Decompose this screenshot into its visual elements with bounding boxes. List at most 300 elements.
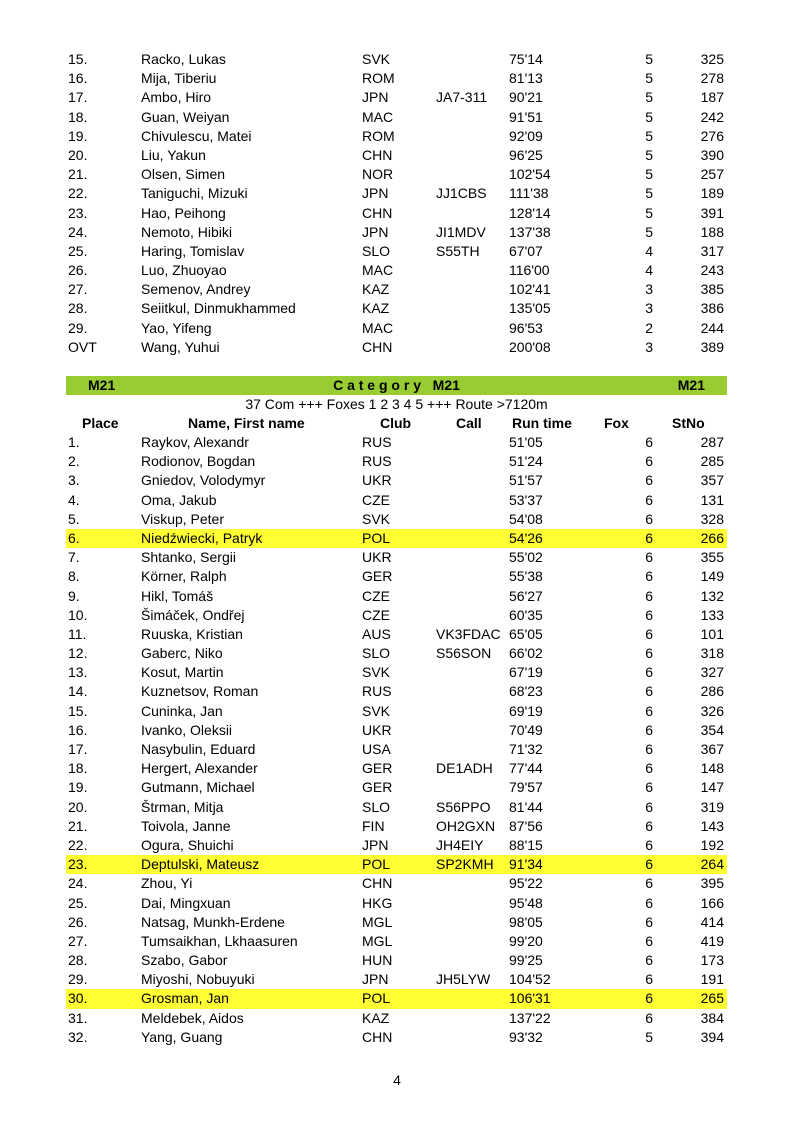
cell-run-time: 60'35 — [509, 606, 543, 623]
table-row — [66, 242, 727, 261]
table-row — [66, 567, 727, 586]
cell-fox: 6 — [645, 875, 653, 892]
cell-stno: 187 — [700, 89, 724, 106]
table-row — [66, 204, 727, 223]
cell-club: UKR — [362, 472, 392, 489]
cell-club: SLO — [362, 645, 391, 662]
cell-fox: 6 — [645, 913, 653, 930]
cell-stno: 101 — [700, 625, 724, 642]
cell-fox: 5 — [645, 204, 653, 221]
cell-club: MGL — [362, 932, 393, 949]
cell-name: Natsag, Munkh-Erdene — [141, 913, 285, 930]
cell-name: Miyoshi, Nobuyuki — [141, 971, 255, 988]
table-row — [66, 146, 727, 165]
cell-name: Nasybulin, Eduard — [141, 741, 256, 757]
table-row — [66, 682, 727, 701]
cell-run-time: 54'08 — [509, 510, 543, 527]
table-row — [66, 433, 727, 452]
cell-stno: 192 — [700, 836, 724, 853]
table-row — [66, 50, 727, 69]
cell-name: Liu, Yakun — [141, 146, 206, 163]
cell-place: 30. — [68, 990, 88, 1007]
cell-run-time: 96'53 — [509, 319, 543, 336]
cell-place: 26. — [68, 913, 88, 930]
cell-place: 21. — [68, 166, 88, 183]
cell-run-time: 99'20 — [509, 932, 543, 949]
cell-run-time: 66'02 — [509, 645, 543, 662]
cell-place: OVT — [68, 338, 97, 355]
cell-stno: 414 — [700, 913, 724, 930]
cell-club: SLO — [362, 242, 391, 259]
cell-club: AUS — [362, 625, 391, 642]
cell-name: Guan, Weiyan — [141, 108, 230, 125]
results-table-top — [66, 50, 727, 357]
table-row — [66, 88, 727, 107]
cell-place: 11. — [68, 625, 87, 642]
cell-stno: 327 — [700, 664, 724, 681]
cell-stno: 355 — [700, 549, 724, 566]
header-fox: Fox — [604, 415, 629, 431]
cell-name: Mija, Tiberiu — [141, 70, 217, 87]
cell-stno: 132 — [700, 587, 724, 604]
cell-fox: 5 — [645, 127, 653, 144]
header-place: Place — [82, 415, 119, 431]
cell-club: SVK — [362, 702, 391, 719]
cell-club: POL — [362, 990, 391, 1007]
cell-fox: 6 — [645, 741, 653, 757]
cell-run-time: 111'38 — [509, 185, 549, 202]
cell-stno: 244 — [700, 319, 724, 336]
page-number: 4 — [393, 1072, 401, 1088]
cell-name: Luo, Zhuoyao — [141, 262, 227, 279]
cell-place: 18. — [68, 760, 88, 777]
cell-run-time: 69'19 — [509, 702, 543, 719]
table-row — [66, 894, 727, 913]
table-row — [66, 548, 727, 567]
cell-place: 24. — [68, 223, 88, 240]
cell-place: 32. — [68, 1028, 88, 1045]
cell-club: RUS — [362, 683, 392, 700]
cell-place: 29. — [68, 971, 88, 988]
cell-stno: 188 — [700, 223, 724, 240]
cell-place: 15. — [68, 702, 88, 719]
cell-run-time: 65'05 — [509, 625, 543, 642]
cell-run-time: 77'44 — [509, 760, 543, 777]
table-row — [66, 452, 727, 471]
cell-name: Semenov, Andrey — [141, 281, 251, 298]
table-row — [66, 989, 727, 1008]
table-row — [66, 874, 727, 893]
table-row — [66, 165, 727, 184]
cell-name: Raykov, Alexandr — [141, 434, 249, 450]
table-row — [66, 625, 727, 644]
cell-place: 19. — [68, 779, 88, 796]
cell-run-time: 79'57 — [509, 779, 543, 796]
cell-fox: 5 — [645, 185, 653, 202]
cell-place: 26. — [68, 262, 88, 279]
cell-name: Ambo, Hiro — [141, 89, 212, 106]
results-table-m21 — [66, 433, 727, 1047]
cell-place: 12. — [68, 645, 88, 662]
cell-club: MAC — [362, 108, 394, 125]
cell-run-time: 93'32 — [509, 1028, 543, 1045]
cell-fox: 5 — [645, 223, 653, 240]
cell-name: Kuznetsov, Roman — [141, 683, 259, 700]
cell-run-time: 55'38 — [509, 568, 543, 585]
column-headers — [66, 414, 727, 433]
cell-fox: 6 — [645, 760, 653, 777]
cell-place: 15. — [68, 51, 88, 67]
cell-run-time: 81'44 — [509, 798, 543, 815]
cell-place: 5. — [68, 510, 80, 527]
cell-run-time: 116'00 — [509, 262, 550, 279]
cell-name: Grosman, Jan — [141, 990, 229, 1007]
cell-club: JPN — [362, 185, 389, 202]
cell-name: Haring, Tomislav — [141, 242, 245, 259]
cell-run-time: 102'54 — [509, 166, 551, 183]
cell-name: Shtanko, Sergii — [141, 549, 236, 566]
cell-stno: 264 — [700, 856, 724, 873]
cell-run-time: 200'08 — [509, 338, 551, 355]
cell-place: 13. — [68, 664, 88, 681]
cell-run-time: 95'22 — [509, 875, 543, 892]
cell-fox: 6 — [645, 1009, 653, 1026]
cell-place: 28. — [68, 300, 88, 317]
table-row — [66, 606, 727, 625]
cell-run-time: 91'34 — [509, 856, 543, 873]
cell-club: JPN — [362, 836, 389, 853]
cell-place: 18. — [68, 108, 88, 125]
results-sheet — [66, 50, 727, 1047]
cell-place: 22. — [68, 836, 88, 853]
cell-stno: 131 — [700, 491, 724, 508]
cell-run-time: 51'24 — [509, 453, 543, 470]
cell-club: ROM — [362, 70, 395, 87]
cell-fox: 6 — [645, 702, 653, 719]
cell-name: Taniguchi, Mizuki — [141, 185, 248, 202]
cell-fox: 3 — [645, 300, 653, 317]
cell-club: FIN — [362, 817, 385, 834]
cell-club: GER — [362, 779, 393, 796]
cell-club: POL — [362, 856, 391, 873]
cell-call: JI1MDV — [436, 223, 486, 240]
cell-stno: 189 — [700, 185, 724, 202]
cell-place: 31. — [68, 1009, 88, 1026]
cell-place: 29. — [68, 319, 88, 336]
section-gap — [66, 357, 727, 376]
cell-stno: 357 — [700, 472, 724, 489]
cell-stno: 367 — [700, 741, 724, 757]
cell-call: JA7-311 — [436, 89, 488, 106]
cell-stno: 386 — [700, 300, 724, 317]
cell-club: SVK — [362, 664, 391, 681]
cell-place: 25. — [68, 894, 88, 911]
cell-name: Wang, Yuhui — [141, 338, 220, 355]
header-call: Call — [456, 415, 482, 431]
cell-call: JJ1CBS — [436, 185, 487, 202]
cell-club: JPN — [362, 89, 389, 106]
cell-club: UKR — [362, 549, 392, 566]
cell-place: 3. — [68, 472, 80, 489]
category-title: C a t e g o r y M21 — [333, 377, 460, 393]
cell-club: MAC — [362, 262, 394, 279]
cell-club: ROM — [362, 127, 395, 144]
cell-call: S56SON — [436, 645, 492, 662]
cell-run-time: 128'14 — [509, 204, 551, 221]
cell-name: Racko, Lukas — [141, 51, 226, 67]
table-row — [66, 471, 727, 490]
table-row — [66, 644, 727, 663]
cell-call: JH4EIY — [436, 836, 484, 853]
cell-fox: 6 — [645, 453, 653, 470]
cell-run-time: 51'57 — [509, 472, 543, 489]
cell-stno: 242 — [700, 108, 724, 125]
cell-run-time: 81'13 — [509, 70, 543, 87]
cell-place: 2. — [68, 453, 80, 470]
cell-stno: 243 — [700, 262, 724, 279]
cell-run-time: 87'56 — [509, 817, 543, 834]
cell-run-time: 135'05 — [509, 300, 551, 317]
cell-call: SP2KMH — [436, 856, 494, 873]
cell-stno: 385 — [700, 281, 724, 298]
cell-fox: 5 — [645, 51, 653, 67]
cell-stno: 319 — [700, 798, 724, 815]
cell-stno: 328 — [700, 510, 724, 527]
cell-place: 23. — [68, 856, 88, 873]
cell-fox: 5 — [645, 1028, 653, 1045]
cell-fox: 2 — [645, 319, 653, 336]
table-row — [66, 127, 727, 146]
cell-stno: 265 — [700, 990, 724, 1007]
cell-place: 4. — [68, 491, 80, 508]
table-row — [66, 836, 727, 855]
cell-name: Hergert, Alexander — [141, 760, 258, 777]
cell-place: 16. — [68, 721, 88, 738]
cell-name: Šimáček, Ondřej — [141, 606, 245, 623]
cell-name: Körner, Ralph — [141, 568, 227, 585]
cell-stno: 389 — [700, 338, 724, 355]
cell-club: GER — [362, 568, 393, 585]
cell-fox: 6 — [645, 529, 653, 546]
cell-stno: 166 — [700, 894, 724, 911]
cell-fox: 4 — [645, 242, 653, 259]
table-row — [66, 817, 727, 836]
cell-fox: 5 — [645, 146, 653, 163]
table-row — [66, 702, 727, 721]
cell-name: Yang, Guang — [141, 1028, 223, 1045]
cell-fox: 6 — [645, 932, 653, 949]
cell-run-time: 106'31 — [509, 990, 551, 1007]
cell-name: Gaberc, Niko — [141, 645, 223, 662]
cell-fox: 6 — [645, 894, 653, 911]
cell-stno: 390 — [700, 146, 724, 163]
cell-run-time: 67'07 — [509, 242, 543, 259]
cell-fox: 6 — [645, 568, 653, 585]
cell-fox: 6 — [645, 952, 653, 969]
cell-club: HKG — [362, 894, 393, 911]
cell-run-time: 67'19 — [509, 664, 543, 681]
table-row — [66, 759, 727, 778]
cell-call: VK3FDAC — [436, 625, 501, 642]
cell-run-time: 54'26 — [509, 529, 543, 546]
cell-stno: 384 — [700, 1009, 724, 1026]
table-row — [66, 510, 727, 529]
table-row — [66, 1009, 727, 1028]
category-code-left: M21 — [88, 377, 116, 393]
cell-club: CHN — [362, 338, 393, 355]
cell-run-time: 90'21 — [509, 89, 543, 106]
cell-name: Deptulski, Mateusz — [141, 856, 260, 873]
cell-place: 9. — [68, 587, 80, 604]
cell-club: SVK — [362, 51, 391, 67]
cell-run-time: 88'15 — [509, 836, 543, 853]
cell-club: NOR — [362, 166, 394, 183]
table-row — [66, 261, 727, 280]
cell-place: 14. — [68, 683, 88, 700]
cell-club: RUS — [362, 453, 392, 470]
table-row — [66, 778, 727, 797]
cell-place: 27. — [68, 281, 88, 298]
cell-run-time: 91'51 — [509, 108, 543, 125]
cell-fox: 6 — [645, 587, 653, 604]
cell-name: Hikl, Tomáš — [141, 587, 214, 604]
cell-fox: 6 — [645, 549, 653, 566]
cell-fox: 6 — [645, 971, 653, 988]
cell-run-time: 51'05 — [509, 434, 543, 450]
table-row — [66, 529, 727, 548]
cell-stno: 133 — [700, 606, 724, 623]
table-row — [66, 721, 727, 740]
cell-stno: 395 — [700, 875, 724, 892]
cell-club: SLO — [362, 798, 391, 815]
table-row — [66, 913, 727, 932]
cell-club: POL — [362, 529, 391, 546]
cell-name: Rodionov, Bogdan — [141, 453, 256, 470]
cell-run-time: 71'32 — [509, 741, 543, 757]
cell-place: 22. — [68, 185, 88, 202]
cell-call: DE1ADH — [436, 760, 493, 777]
cell-stno: 149 — [700, 568, 724, 585]
cell-name: Viskup, Peter — [141, 510, 225, 527]
cell-name: Toivola, Janne — [141, 817, 231, 834]
table-row — [66, 798, 727, 817]
cell-fox: 6 — [645, 606, 653, 623]
cell-run-time: 53'37 — [509, 491, 543, 508]
cell-club: SVK — [362, 510, 391, 527]
cell-club: CZE — [362, 491, 390, 508]
cell-run-time: 98'05 — [509, 913, 543, 930]
cell-place: 1. — [68, 434, 80, 450]
cell-stno: 318 — [700, 645, 724, 662]
cell-club: JPN — [362, 971, 389, 988]
cell-call: S55TH — [436, 242, 480, 259]
category-code-right: M21 — [677, 377, 705, 393]
table-row — [66, 280, 727, 299]
cell-place: 17. — [68, 89, 88, 106]
cell-place: 23. — [68, 204, 88, 221]
cell-name: Tumsaikhan, Lkhaasuren — [141, 932, 298, 949]
header-stno: StNo — [672, 415, 705, 431]
cell-fox: 4 — [645, 262, 653, 279]
cell-place: 10. — [68, 606, 88, 623]
cell-name: Ruuska, Kristian — [141, 625, 243, 642]
course-info: 37 Com +++ Foxes 1 2 3 4 5 +++ Route >7120m — [245, 396, 548, 412]
table-row — [66, 223, 727, 242]
cell-name: Olsen, Simen — [141, 166, 226, 183]
cell-fox: 6 — [645, 510, 653, 527]
cell-name: Szabo, Gabor — [141, 952, 228, 969]
cell-place: 27. — [68, 932, 88, 949]
cell-name: Gniedov, Volodymyr — [141, 472, 266, 489]
cell-stno: 317 — [700, 242, 724, 259]
cell-name: Ivanko, Oleksii — [141, 721, 233, 738]
cell-fox: 6 — [645, 990, 653, 1007]
table-row — [66, 319, 727, 338]
table-row — [66, 970, 727, 989]
cell-fox: 5 — [645, 108, 653, 125]
cell-club: KAZ — [362, 1009, 390, 1026]
cell-name: Štrman, Mitja — [141, 798, 224, 815]
cell-run-time: 92'09 — [509, 127, 543, 144]
table-row — [66, 932, 727, 951]
cell-stno: 354 — [700, 721, 724, 738]
cell-stno: 394 — [700, 1028, 724, 1045]
cell-club: CZE — [362, 606, 390, 623]
cell-stno: 419 — [700, 932, 724, 949]
cell-run-time: 68'23 — [509, 683, 543, 700]
cell-place: 28. — [68, 952, 88, 969]
cell-name: Ogura, Shuichi — [141, 836, 234, 853]
cell-stno: 147 — [700, 779, 724, 796]
cell-stno: 266 — [700, 529, 724, 546]
cell-run-time: 104'52 — [509, 971, 551, 988]
cell-club: USA — [362, 741, 391, 757]
table-row — [66, 491, 727, 510]
cell-fox: 6 — [645, 491, 653, 508]
cell-fox: 6 — [645, 472, 653, 489]
cell-fox: 6 — [645, 856, 653, 873]
cell-stno: 285 — [700, 453, 724, 470]
cell-run-time: 95'48 — [509, 894, 543, 911]
cell-fox: 3 — [645, 338, 653, 355]
cell-fox: 5 — [645, 70, 653, 87]
cell-club: MAC — [362, 319, 394, 336]
cell-run-time: 75'14 — [509, 51, 543, 67]
cell-fox: 6 — [645, 798, 653, 815]
cell-club: CZE — [362, 587, 390, 604]
cell-club: KAZ — [362, 300, 390, 317]
cell-stno: 148 — [700, 760, 724, 777]
cell-place: 19. — [68, 127, 88, 144]
cell-club: KAZ — [362, 281, 390, 298]
cell-club: CHN — [362, 1028, 393, 1045]
table-row — [66, 663, 727, 682]
cell-place: 17. — [68, 741, 88, 757]
cell-club: CHN — [362, 204, 393, 221]
cell-call: JH5LYW — [436, 971, 491, 988]
cell-name: Oma, Jakub — [141, 491, 217, 508]
cell-place: 20. — [68, 146, 88, 163]
header-club: Club — [380, 415, 412, 431]
cell-club: MGL — [362, 913, 393, 930]
cell-run-time: 56'27 — [509, 587, 543, 604]
cell-run-time: 70'49 — [509, 721, 543, 738]
cell-fox: 6 — [645, 664, 653, 681]
cell-stno: 278 — [700, 70, 724, 87]
cell-name: Nemoto, Hibiki — [141, 223, 233, 240]
cell-run-time: 96'25 — [509, 146, 543, 163]
table-row — [66, 108, 727, 127]
